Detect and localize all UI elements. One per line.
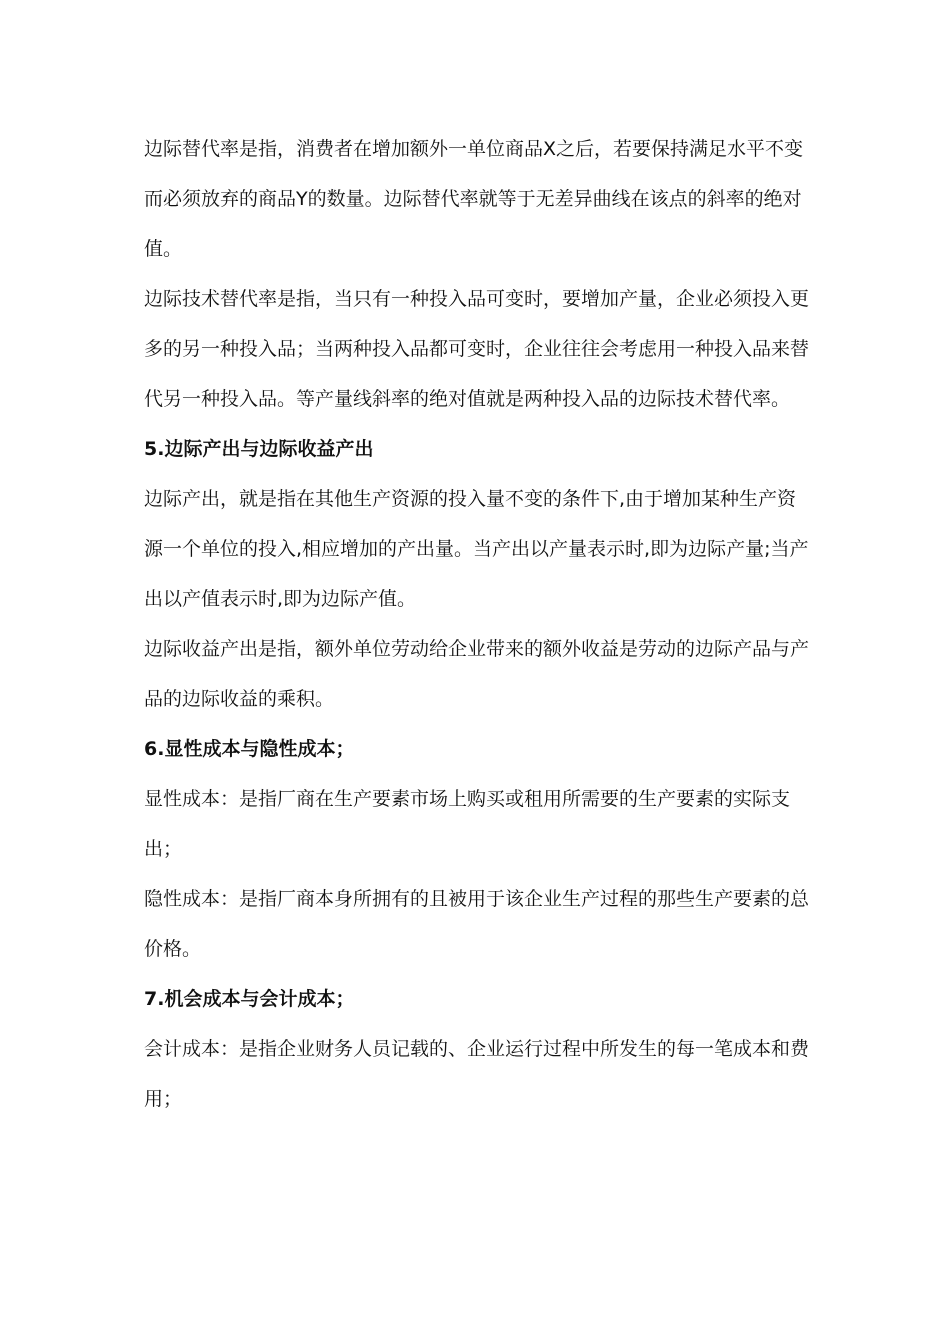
paragraph-accounting-cost: 会计成本：是指企业财务人员记载的、企业运行过程中所发生的每一笔成本和费用； [144,1038,810,1110]
section-heading-5: 5.边际产出与边际收益产出 [144,438,374,460]
paragraph-marginal-revenue-product: 边际收益产出是指，额外单位劳动给企业带来的额外收益是劳动的边际产品与产品的边际收益的乘积。 [144,638,810,710]
paragraph-explicit-cost: 显性成本：是指厂商在生产要素市场上购买或租用所需要的生产要素的实际支出； [144,788,791,860]
paragraph-marginal-product: 边际产出，就是指在其他生产资源的投入量不变的条件下,由于增加某种生产资源一个单位的投入,相应增加的产出量。当产出以产量表示时,即为边际产量;当产出以产值表示时,即为边际产值。 [144,488,809,610]
paragraph-marginal-rate-of-substitution: 边际替代率是指，消费者在增加额外一单位商品X之后，若要保持满足水平不变而必须放弃的商品Y的数量。边际替代率就等于无差异曲线在该点的斜率的绝对值。 [144,138,804,260]
paragraph-marginal-rate-of-technical-substitution: 边际技术替代率是指，当只有一种投入品可变时，要增加产量，企业必须投入更多的另一种投入品；当两种投入品都可变时，企业往往会考虑用一种投入品来替代另一种投入品。等产量线斜率的绝对值就是两种投入品的边际技术替代率。 [144,288,810,410]
paragraph-implicit-cost: 隐性成本：是指厂商本身所拥有的且被用于该企业生产过程的那些生产要素的总价格。 [144,888,810,960]
section-heading-6: 6.显性成本与隐性成本； [144,738,355,760]
section-heading-7: 7.机会成本与会计成本； [144,988,355,1010]
document-body [144,124,814,1124]
